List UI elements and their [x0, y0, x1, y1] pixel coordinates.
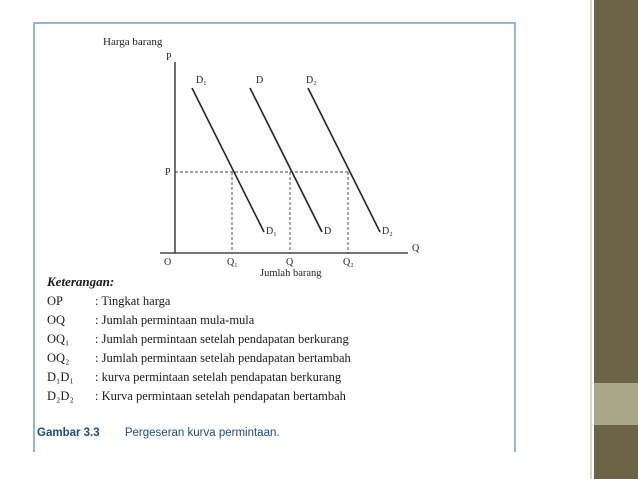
legend-row [47, 368, 467, 387]
y-axis-symbol: P [166, 52, 172, 63]
legend-term: D₁D₁ [47, 370, 74, 384]
curve-label-bottom-d1: D₁ [266, 226, 277, 237]
x-axis-title: Jumlah barang [260, 268, 322, 279]
curve-label-bottom-d: D [324, 226, 332, 237]
quantity-label-q2: Q₂ [343, 257, 354, 268]
curve-label-top-d1: D₁ [196, 75, 207, 86]
legend-row [47, 349, 467, 368]
legend-term: OQ₁ [47, 332, 70, 346]
legend-desc: : kurva permintaan setelah pendapatan berkurang [95, 370, 342, 384]
legend-row [47, 387, 467, 406]
legend-row [47, 292, 467, 311]
quantity-label-q1: Q₁ [227, 257, 238, 268]
legend-term: OQ [47, 313, 66, 327]
caption-text: Pergeseran kurva permintaan. [124, 427, 280, 439]
legend [47, 274, 467, 406]
price-label: P [165, 167, 171, 178]
quantity-label-q: Q [286, 257, 294, 268]
legend-term: D₂D₂ [47, 389, 74, 403]
legend-desc: : Jumlah permintaan setelah pendapatan bertambah [95, 351, 351, 365]
demand-curve-d [250, 88, 322, 232]
figure-caption [37, 427, 280, 439]
curve-label-top-d2: D₂ [306, 75, 317, 86]
legend-desc: : Jumlah permintaan mula-mula [95, 313, 255, 327]
demand-curve-d2 [308, 88, 380, 232]
legend-term: OP [47, 294, 63, 308]
legend-row [47, 311, 467, 330]
legend-desc: : Tingkat harga [95, 294, 171, 308]
legend-row [47, 330, 467, 349]
caption-label: Gambar 3.3 [37, 427, 100, 439]
legend-title: Keterangan: [47, 274, 115, 289]
origin-label: O [164, 257, 172, 268]
curve-label-bottom-d2: D₂ [382, 226, 393, 237]
demand-curve-d1 [192, 88, 264, 232]
y-axis-title: Harga barang [103, 36, 163, 48]
curve-label-top-d: D [256, 75, 264, 86]
legend-desc: : Jumlah permintaan setelah pendapatan berkurang [95, 332, 349, 346]
x-axis-symbol: Q [412, 243, 420, 254]
legend-term: OQ₂ [47, 351, 70, 365]
legend-desc: : Kurva permintaan setelah pendapatan bertambah [95, 389, 346, 403]
